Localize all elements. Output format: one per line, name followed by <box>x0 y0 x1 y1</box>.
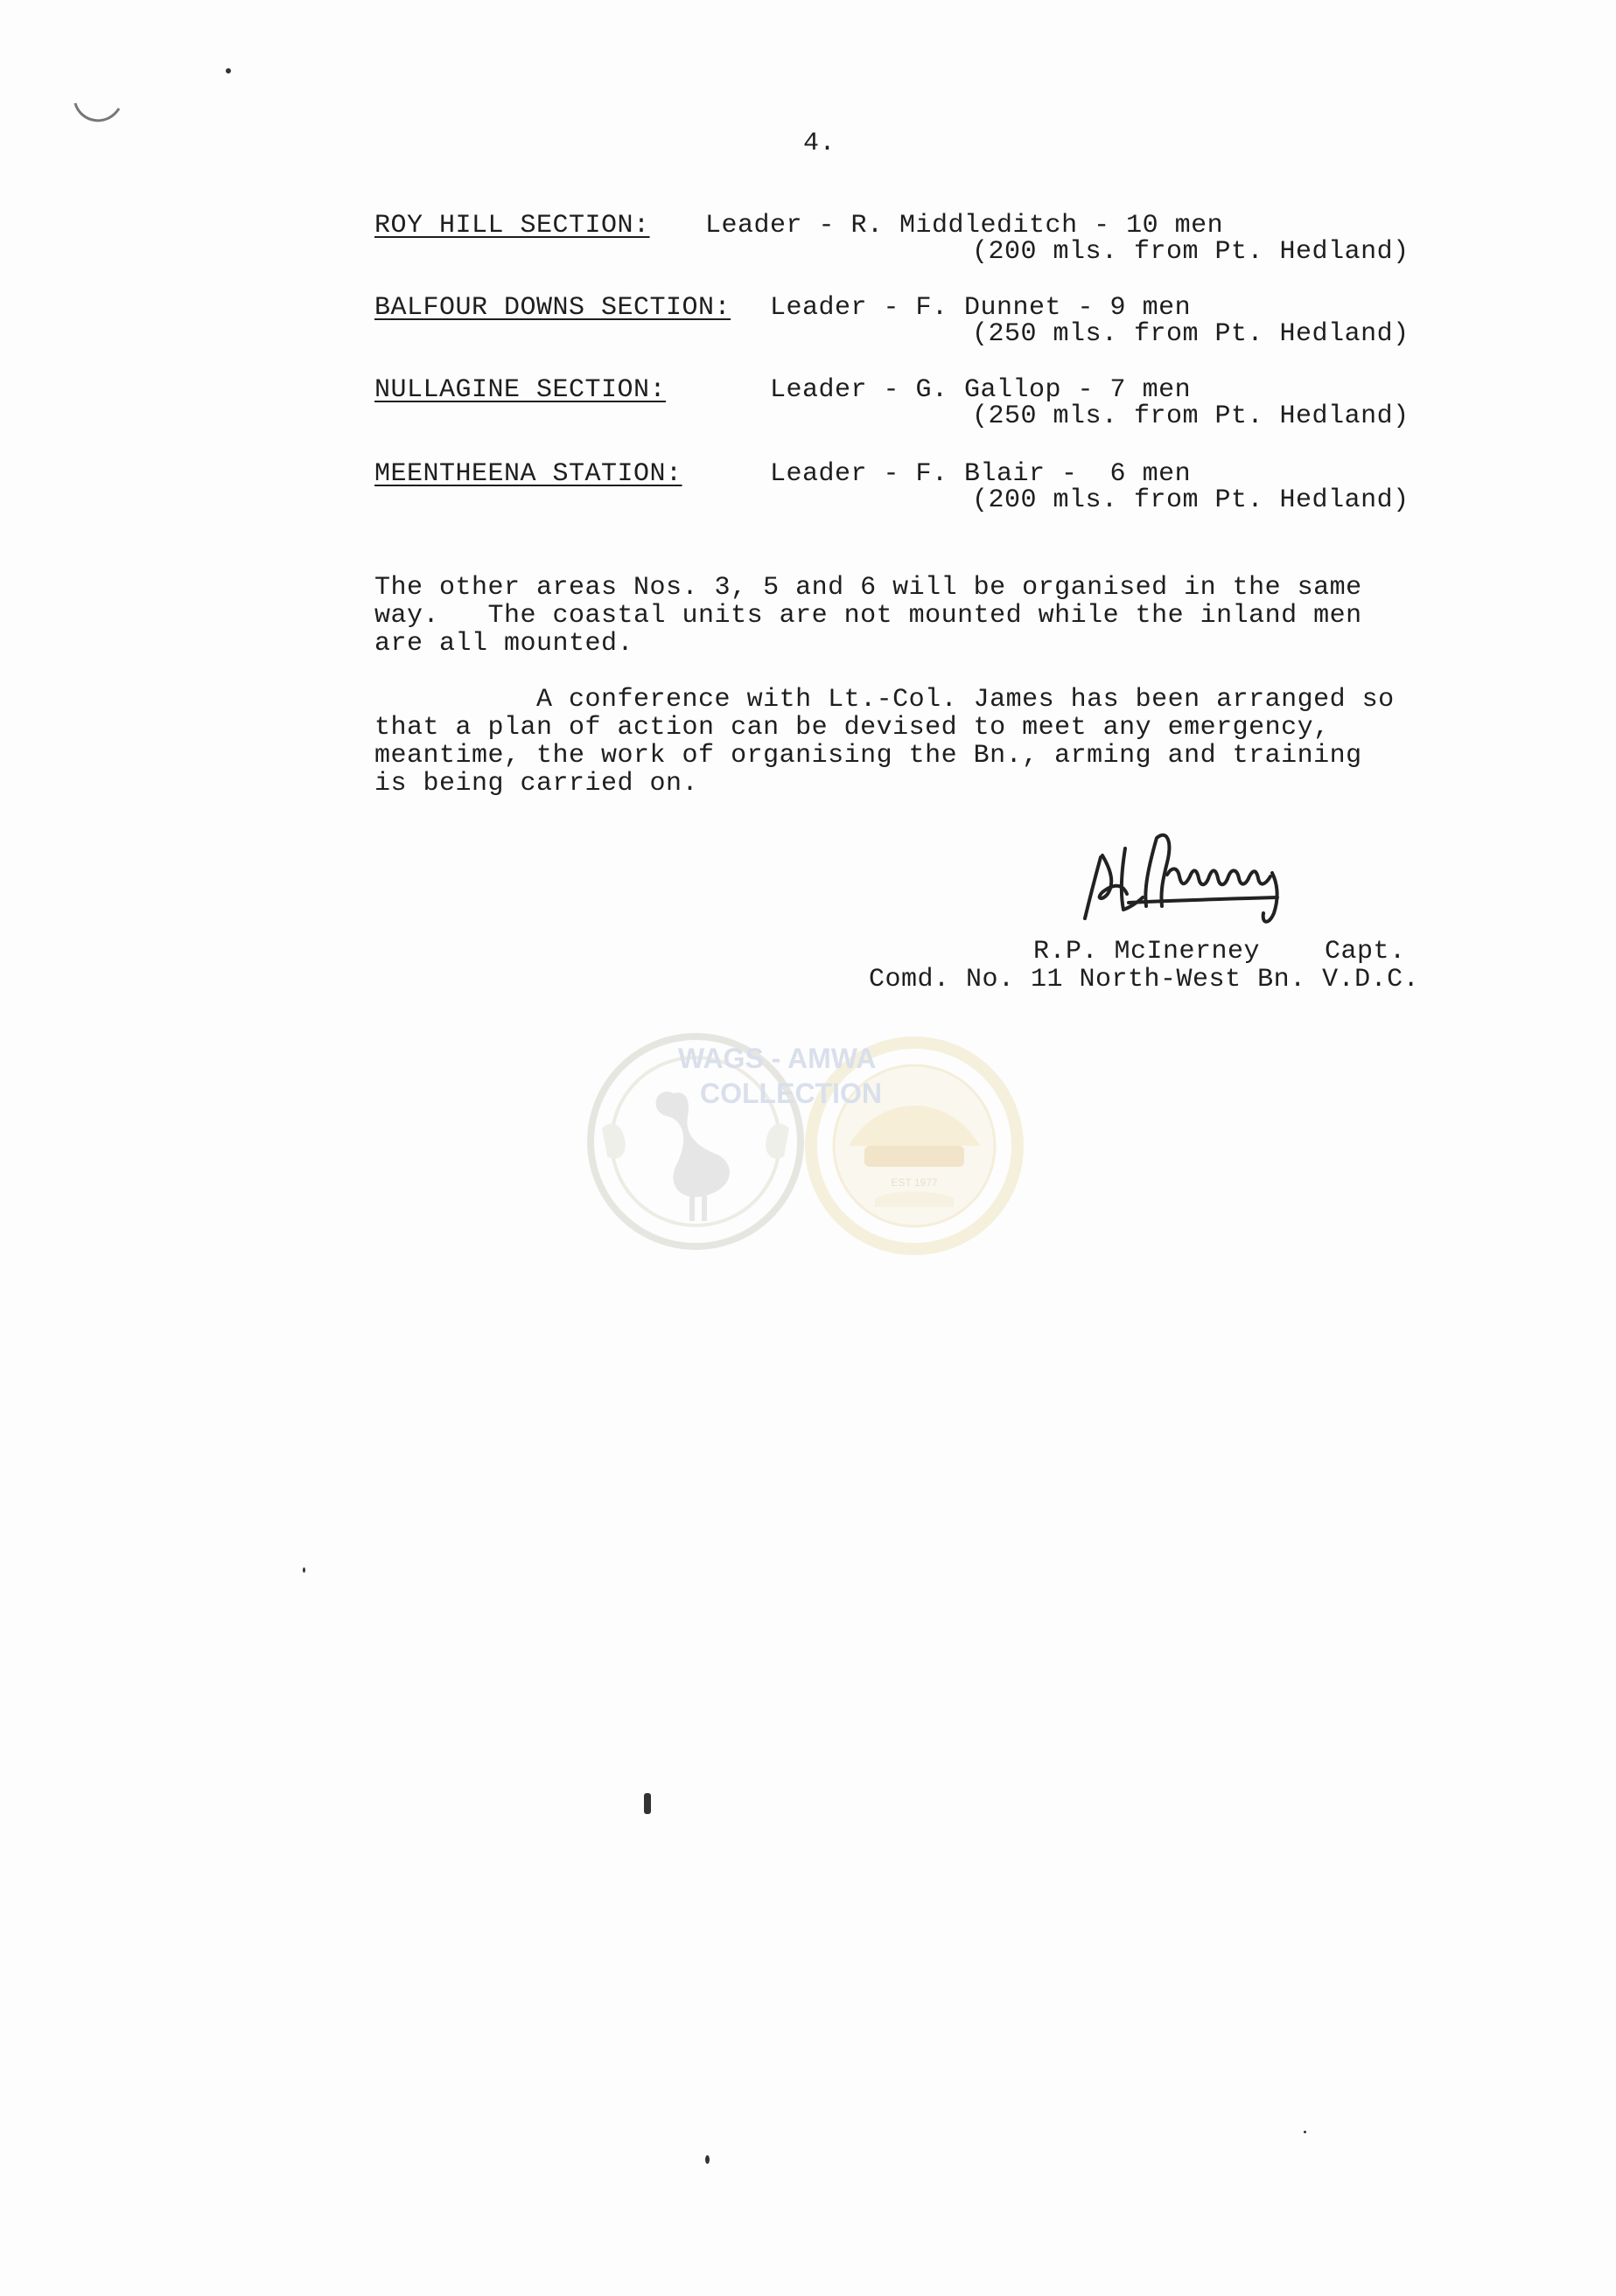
section-name: ROY HILL SECTION: <box>374 211 650 241</box>
watermark-line-1: WAGS - AMWA <box>678 1043 877 1074</box>
page-number: 4. <box>803 129 836 158</box>
section-leader-line: Leader - F. Dunnet - 9 men <box>770 293 1192 323</box>
paragraph-line: way. The coastal units are not mounted while the inland men <box>374 601 1362 631</box>
section-distance-line: (250 mls. from Pt. Hedland) <box>972 319 1410 349</box>
watermark-line-2: COLLECTION <box>700 1078 882 1109</box>
speck <box>226 68 231 73</box>
section-distance-line: (200 mls. from Pt. Hedland) <box>972 485 1410 515</box>
section-name: MEENTHEENA STATION: <box>374 459 682 489</box>
paragraph-line: meantime, the work of organising the Bn., arming and training <box>374 741 1362 771</box>
paragraph-line: A conference with Lt.-Col. James has been arranged so <box>374 685 1395 715</box>
section-leader-line: Leader - R. Middleditch - 10 men <box>705 211 1224 241</box>
paragraph-line: that a plan of action can be devised to meet any emergency, <box>374 713 1330 743</box>
speck <box>705 2155 710 2164</box>
section-name: NULLAGINE SECTION: <box>374 375 667 405</box>
collection-watermark <box>586 1032 1024 1268</box>
section-distance-line: (200 mls. from Pt. Hedland) <box>972 237 1410 267</box>
paragraph-line: The other areas Nos. 3, 5 and 6 will be organised in the same <box>374 573 1362 603</box>
handwritten-signature <box>1076 822 1347 936</box>
paragraph-line: are all mounted. <box>374 629 634 659</box>
section-leader-line: Leader - G. Gallop - 7 men <box>770 375 1192 405</box>
scan-mark <box>72 96 124 131</box>
section-name: BALFOUR DOWNS SECTION: <box>374 293 731 323</box>
speck <box>644 1793 651 1814</box>
speck <box>303 1567 305 1573</box>
watermark-badge-text: EST 1977 <box>891 1176 938 1189</box>
section-distance-line: (250 mls. from Pt. Hedland) <box>972 401 1410 431</box>
paragraph-line: is being carried on. <box>374 769 699 799</box>
signatory-name: R.P. McInerney Capt. <box>1033 937 1406 967</box>
speck <box>1304 2131 1306 2133</box>
signatory-title: Comd. No. 11 North-West Bn. V.D.C. <box>869 965 1420 994</box>
section-leader-line: Leader - F. Blair - 6 men <box>770 459 1192 489</box>
